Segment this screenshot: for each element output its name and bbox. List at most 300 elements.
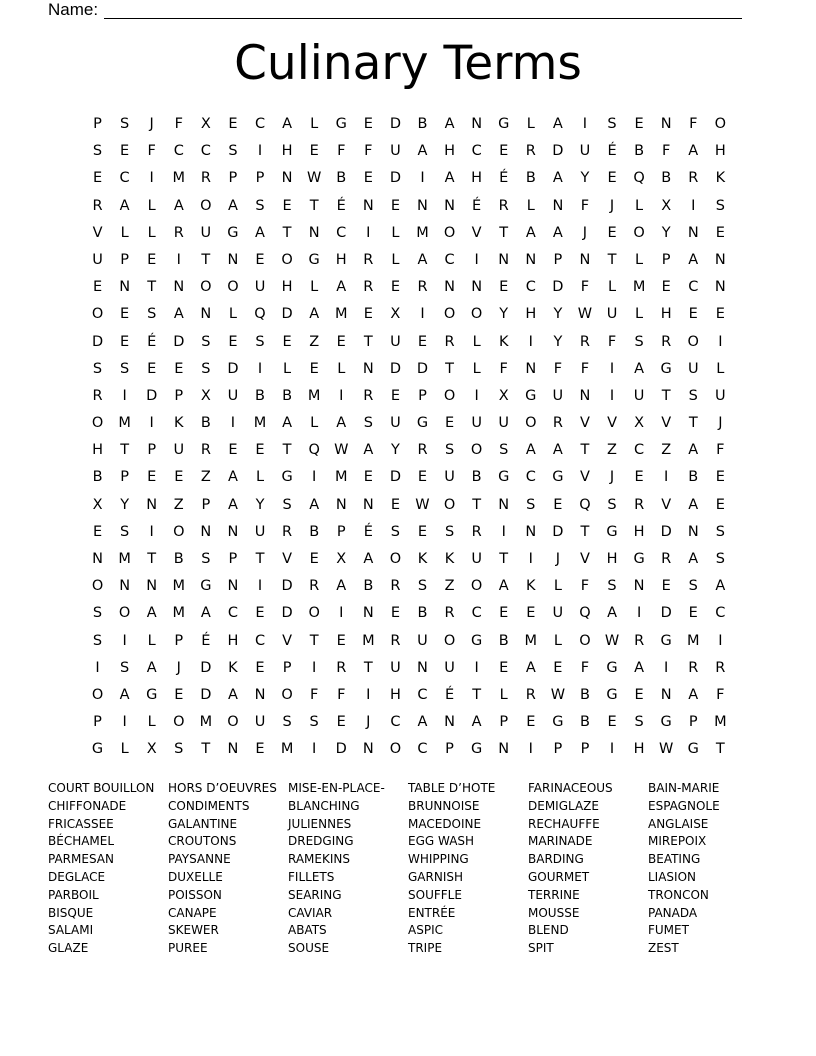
grid-cell[interactable]: E <box>526 605 536 622</box>
grid-cell[interactable]: I <box>257 143 263 160</box>
grid-cell[interactable]: Y <box>553 306 563 323</box>
grid-cell[interactable]: S <box>444 442 455 459</box>
grid-cell[interactable]: Z <box>200 469 211 486</box>
grid-cell[interactable]: I <box>122 387 127 404</box>
grid-cell[interactable]: C <box>525 279 536 296</box>
grid-cell[interactable]: I <box>664 469 669 486</box>
grid-cell[interactable]: S <box>174 741 184 758</box>
grid-cell[interactable]: E <box>309 360 319 377</box>
grid-cell[interactable]: U <box>390 143 401 160</box>
grid-cell[interactable]: D <box>389 469 401 486</box>
grid-cell[interactable]: N <box>471 279 483 296</box>
grid-cell[interactable]: O <box>443 496 456 513</box>
grid-cell[interactable]: S <box>92 360 103 377</box>
grid-cell[interactable]: S <box>228 143 238 160</box>
grid-cell[interactable]: T <box>201 741 211 758</box>
grid-cell[interactable]: U <box>444 659 455 676</box>
grid-cell[interactable]: N <box>687 523 699 540</box>
grid-cell[interactable]: M <box>687 632 700 649</box>
grid-cell[interactable]: P <box>445 741 454 758</box>
grid-cell[interactable]: P <box>228 170 238 187</box>
grid-cell[interactable]: E <box>174 686 184 703</box>
grid-cell[interactable]: E <box>147 360 157 377</box>
grid-cell[interactable]: E <box>363 469 373 486</box>
grid-cell[interactable]: Q <box>579 496 591 513</box>
grid-cell[interactable]: U <box>390 659 401 676</box>
grid-cell[interactable]: N <box>146 496 158 513</box>
grid-cell[interactable]: F <box>716 442 725 459</box>
grid-cell[interactable]: D <box>281 578 293 595</box>
grid-cell[interactable]: S <box>607 496 617 513</box>
grid-cell[interactable]: Z <box>309 333 320 350</box>
grid-cell[interactable]: F <box>364 143 373 160</box>
grid-cell[interactable]: M <box>118 551 131 567</box>
grid-cell[interactable]: D <box>227 360 239 377</box>
grid-cell[interactable]: A <box>688 143 699 160</box>
grid-cell[interactable]: E <box>607 714 617 731</box>
grid-cell[interactable]: D <box>552 143 564 160</box>
grid-cell[interactable]: E <box>688 306 698 323</box>
grid-cell[interactable]: H <box>281 279 293 296</box>
grid-cell[interactable]: I <box>230 415 236 432</box>
grid-cell[interactable]: O <box>227 714 239 731</box>
grid-cell[interactable]: T <box>255 551 265 567</box>
grid-cell[interactable]: N <box>173 279 185 296</box>
grid-cell[interactable]: Z <box>444 578 455 595</box>
grid-cell[interactable]: M <box>118 415 131 432</box>
grid-cell[interactable]: V <box>579 551 590 567</box>
grid-cell[interactable]: B <box>498 632 509 649</box>
grid-cell[interactable]: B <box>173 551 184 567</box>
grid-cell[interactable]: L <box>310 415 319 432</box>
grid-cell[interactable]: F <box>580 279 590 296</box>
grid-cell[interactable]: R <box>634 632 645 649</box>
grid-cell[interactable]: K <box>228 659 238 676</box>
grid-cell[interactable]: T <box>309 632 319 649</box>
grid-cell[interactable]: T <box>499 224 509 241</box>
grid-cell[interactable]: G <box>552 469 564 486</box>
grid-cell[interactable]: I <box>609 741 615 758</box>
grid-cell[interactable]: F <box>174 116 183 132</box>
grid-cell[interactable]: N <box>362 741 374 758</box>
grid-cell[interactable]: M <box>280 741 294 758</box>
grid-cell[interactable]: X <box>390 306 401 323</box>
grid-cell[interactable]: T <box>580 442 590 459</box>
grid-cell[interactable]: U <box>471 415 482 432</box>
grid-cell[interactable]: S <box>92 143 103 160</box>
grid-cell[interactable]: G <box>471 632 483 649</box>
grid-cell[interactable]: S <box>499 442 509 459</box>
grid-cell[interactable]: V <box>579 469 590 486</box>
grid-cell[interactable]: C <box>471 605 482 622</box>
grid-cell[interactable]: O <box>443 632 456 649</box>
grid-cell[interactable]: M <box>714 714 727 731</box>
grid-cell[interactable]: N <box>444 714 455 731</box>
grid-cell[interactable]: O <box>227 279 239 296</box>
grid-cell[interactable]: D <box>552 279 564 296</box>
grid-cell[interactable]: O <box>470 306 483 323</box>
grid-cell[interactable]: R <box>525 686 536 703</box>
grid-cell[interactable]: Q <box>633 170 645 187</box>
grid-cell[interactable]: Y <box>661 224 671 241</box>
grid-cell[interactable]: A <box>552 224 563 241</box>
grid-cell[interactable]: N <box>362 197 374 214</box>
grid-cell[interactable]: P <box>282 659 292 676</box>
grid-cell[interactable]: B <box>255 387 265 404</box>
grid-cell[interactable]: S <box>444 523 455 540</box>
grid-cell[interactable]: N <box>227 251 239 268</box>
grid-cell[interactable]: B <box>661 170 672 187</box>
grid-cell[interactable]: O <box>389 741 402 758</box>
grid-cell[interactable]: A <box>688 442 699 459</box>
grid-cell[interactable]: G <box>606 686 618 703</box>
grid-cell[interactable]: L <box>635 251 644 268</box>
grid-cell[interactable]: C <box>525 469 536 486</box>
grid-cell[interactable]: N <box>146 578 158 595</box>
grid-cell[interactable]: I <box>122 714 127 731</box>
grid-cell[interactable]: E <box>499 659 509 676</box>
grid-cell[interactable]: U <box>390 333 401 350</box>
grid-cell[interactable]: G <box>660 632 672 649</box>
grid-cell[interactable]: K <box>444 551 455 567</box>
grid-cell[interactable]: O <box>173 523 185 540</box>
grid-cell[interactable]: F <box>499 360 508 377</box>
grid-cell[interactable]: N <box>471 116 483 132</box>
grid-cell[interactable]: L <box>120 224 129 241</box>
grid-cell[interactable]: W <box>604 632 620 649</box>
grid-cell[interactable]: O <box>443 387 456 404</box>
grid-cell[interactable]: U <box>552 605 564 622</box>
grid-cell[interactable]: L <box>526 116 535 132</box>
grid-cell[interactable]: G <box>200 578 212 595</box>
grid-cell[interactable]: G <box>498 469 510 486</box>
grid-cell[interactable]: H <box>389 686 401 703</box>
grid-cell[interactable]: F <box>309 686 319 703</box>
grid-cell[interactable]: W <box>306 170 322 187</box>
grid-cell[interactable]: H <box>444 143 455 160</box>
grid-cell[interactable]: L <box>607 279 617 296</box>
grid-cell[interactable]: H <box>606 551 618 567</box>
grid-cell[interactable]: V <box>607 415 617 432</box>
grid-cell[interactable]: O <box>91 578 104 595</box>
grid-cell[interactable]: P <box>336 523 346 540</box>
grid-cell[interactable]: U <box>92 251 103 268</box>
grid-cell[interactable]: N <box>714 251 726 268</box>
grid-cell[interactable]: A <box>552 116 563 132</box>
grid-cell[interactable]: E <box>309 551 319 567</box>
grid-cell[interactable]: S <box>255 333 265 350</box>
grid-cell[interactable]: P <box>93 714 102 731</box>
grid-cell[interactable]: D <box>660 605 672 622</box>
grid-cell[interactable]: L <box>228 306 237 323</box>
grid-cell[interactable]: A <box>282 116 293 132</box>
grid-cell[interactable]: X <box>634 415 645 432</box>
grid-cell[interactable]: R <box>661 333 672 350</box>
grid-cell[interactable]: E <box>715 306 725 323</box>
grid-cell[interactable]: U <box>254 714 266 731</box>
grid-cell[interactable]: E <box>255 251 265 268</box>
grid-cell[interactable]: U <box>254 523 266 540</box>
grid-cell[interactable]: L <box>255 469 265 486</box>
grid-cell[interactable]: W <box>550 686 566 703</box>
grid-cell[interactable]: C <box>336 224 347 241</box>
grid-cell[interactable]: G <box>687 741 699 758</box>
grid-cell[interactable]: Q <box>579 605 591 622</box>
grid-cell[interactable]: G <box>91 741 104 758</box>
grid-cell[interactable]: N <box>119 578 131 595</box>
grid-cell[interactable]: E <box>417 469 428 486</box>
grid-cell[interactable]: A <box>227 496 238 513</box>
grid-cell[interactable]: R <box>444 605 455 622</box>
grid-cell[interactable]: P <box>201 496 211 513</box>
grid-cell[interactable]: R <box>444 333 455 350</box>
grid-cell[interactable]: I <box>257 360 263 377</box>
grid-cell[interactable]: N <box>552 197 564 214</box>
grid-cell[interactable]: L <box>391 224 400 241</box>
grid-cell[interactable]: H <box>335 251 347 268</box>
grid-cell[interactable]: R <box>173 224 184 241</box>
grid-cell[interactable]: J <box>609 197 615 214</box>
grid-cell[interactable]: Q <box>254 306 266 323</box>
grid-cell[interactable]: O <box>91 415 104 432</box>
grid-cell[interactable]: X <box>200 116 211 132</box>
grid-cell[interactable]: R <box>363 387 374 404</box>
grid-cell[interactable]: A <box>688 496 699 513</box>
grid-cell[interactable]: W <box>577 306 593 323</box>
grid-cell[interactable]: S <box>715 551 725 567</box>
grid-cell[interactable]: L <box>635 197 644 214</box>
grid-cell[interactable]: P <box>147 442 157 459</box>
grid-cell[interactable]: E <box>174 360 184 377</box>
grid-cell[interactable]: B <box>282 387 293 404</box>
grid-cell[interactable]: U <box>471 551 482 567</box>
grid-cell[interactable]: M <box>362 632 375 649</box>
grid-cell[interactable]: S <box>417 578 428 595</box>
grid-cell[interactable]: P <box>661 251 671 268</box>
grid-cell[interactable]: E <box>499 605 509 622</box>
grid-cell[interactable]: W <box>415 496 430 513</box>
grid-cell[interactable]: A <box>552 170 563 187</box>
grid-cell[interactable]: R <box>552 415 563 432</box>
grid-cell[interactable]: V <box>282 632 293 649</box>
grid-cell[interactable]: U <box>687 360 699 377</box>
grid-cell[interactable]: A <box>688 686 699 703</box>
grid-cell[interactable]: N <box>714 279 726 296</box>
grid-cell[interactable]: J <box>176 659 181 676</box>
grid-cell[interactable]: K <box>715 170 726 187</box>
grid-cell[interactable]: É <box>607 143 617 160</box>
grid-cell[interactable]: H <box>714 143 726 160</box>
grid-cell[interactable]: E <box>336 632 346 649</box>
grid-cell[interactable]: E <box>228 116 238 132</box>
grid-cell[interactable]: P <box>120 469 129 486</box>
grid-cell[interactable]: A <box>309 496 320 513</box>
grid-cell[interactable]: X <box>498 387 509 404</box>
grid-cell[interactable]: S <box>607 578 617 595</box>
grid-cell[interactable]: T <box>309 197 319 214</box>
grid-cell[interactable]: N <box>417 659 428 676</box>
grid-cell[interactable]: N <box>579 387 591 404</box>
grid-cell[interactable]: U <box>417 632 428 649</box>
grid-cell[interactable]: J <box>582 224 588 241</box>
grid-cell[interactable]: J <box>609 469 615 486</box>
grid-cell[interactable]: A <box>227 686 238 703</box>
grid-cell[interactable]: I <box>474 659 479 676</box>
grid-cell[interactable]: X <box>200 387 211 404</box>
grid-cell[interactable]: N <box>444 197 455 214</box>
grid-cell[interactable]: E <box>282 333 292 350</box>
grid-cell[interactable]: E <box>363 116 373 132</box>
grid-cell[interactable]: P <box>93 116 102 132</box>
grid-cell[interactable]: V <box>471 224 482 241</box>
grid-cell[interactable]: C <box>417 686 428 703</box>
grid-cell[interactable]: I <box>149 415 154 432</box>
grid-cell[interactable]: S <box>363 415 373 432</box>
grid-cell[interactable]: C <box>417 741 428 758</box>
grid-cell[interactable]: C <box>119 170 130 187</box>
grid-cell[interactable]: G <box>281 469 293 486</box>
grid-cell[interactable]: D <box>281 306 293 323</box>
grid-cell[interactable]: A <box>444 170 455 187</box>
grid-cell[interactable]: T <box>363 333 373 350</box>
grid-cell[interactable]: M <box>307 387 321 404</box>
grid-cell[interactable]: D <box>416 360 429 377</box>
grid-cell[interactable]: S <box>201 360 211 377</box>
grid-cell[interactable]: A <box>525 224 536 241</box>
grid-cell[interactable]: L <box>310 116 319 132</box>
grid-cell[interactable]: A <box>200 605 211 622</box>
grid-cell[interactable]: L <box>472 360 481 377</box>
grid-cell[interactable]: R <box>92 197 103 214</box>
grid-cell[interactable]: O <box>687 333 699 350</box>
grid-cell[interactable]: Z <box>661 442 672 459</box>
grid-cell[interactable]: B <box>363 578 374 595</box>
grid-cell[interactable]: E <box>715 224 725 241</box>
grid-cell[interactable]: U <box>200 224 212 241</box>
grid-cell[interactable]: R <box>715 659 726 676</box>
grid-cell[interactable]: E <box>255 741 265 758</box>
grid-cell[interactable]: I <box>718 632 723 649</box>
grid-cell[interactable]: S <box>120 116 130 132</box>
grid-cell[interactable]: T <box>147 279 157 296</box>
grid-cell[interactable]: A <box>146 659 157 676</box>
grid-cell[interactable]: M <box>334 469 348 486</box>
grid-cell[interactable]: G <box>308 251 320 268</box>
grid-cell[interactable]: Q <box>308 442 320 459</box>
grid-cell[interactable]: D <box>200 686 212 703</box>
grid-cell[interactable]: T <box>147 551 157 567</box>
grid-cell[interactable]: W <box>659 741 674 758</box>
grid-cell[interactable]: B <box>579 686 590 703</box>
grid-cell[interactable]: A <box>417 714 428 731</box>
grid-cell[interactable]: D <box>173 333 185 350</box>
grid-cell[interactable]: E <box>715 469 725 486</box>
grid-cell[interactable]: R <box>579 333 590 350</box>
grid-cell[interactable]: E <box>634 469 644 486</box>
grid-cell[interactable]: R <box>634 496 645 513</box>
grid-cell[interactable]: A <box>444 116 455 132</box>
grid-cell[interactable]: E <box>92 170 103 187</box>
grid-cell[interactable]: S <box>282 496 292 513</box>
grid-cell[interactable]: T <box>282 224 292 241</box>
grid-cell[interactable]: E <box>417 333 428 350</box>
grid-cell[interactable]: A <box>173 306 184 323</box>
grid-cell[interactable]: E <box>282 197 292 214</box>
grid-cell[interactable]: E <box>390 387 400 404</box>
grid-cell[interactable]: R <box>363 251 374 268</box>
grid-cell[interactable]: M <box>199 714 213 731</box>
grid-cell[interactable]: P <box>553 251 563 268</box>
grid-cell[interactable]: H <box>471 170 483 187</box>
grid-cell[interactable]: R <box>336 659 347 676</box>
grid-cell[interactable]: B <box>471 469 482 486</box>
grid-cell[interactable]: T <box>363 659 373 676</box>
grid-cell[interactable]: Z <box>173 496 184 513</box>
grid-cell[interactable]: P <box>418 387 427 404</box>
grid-cell[interactable]: S <box>715 197 725 214</box>
grid-cell[interactable]: O <box>633 224 645 241</box>
grid-cell[interactable]: I <box>420 306 425 323</box>
grid-cell[interactable]: S <box>607 116 617 132</box>
grid-cell[interactable]: U <box>552 387 564 404</box>
grid-cell[interactable]: S <box>120 523 130 540</box>
grid-cell[interactable]: B <box>579 714 590 731</box>
grid-cell[interactable]: A <box>309 306 320 323</box>
grid-cell[interactable]: F <box>716 686 725 703</box>
grid-cell[interactable]: A <box>634 659 645 676</box>
grid-cell[interactable]: L <box>337 360 346 377</box>
grid-cell[interactable]: H <box>92 442 103 459</box>
grid-cell[interactable]: L <box>499 686 508 703</box>
grid-cell[interactable]: R <box>471 523 482 540</box>
grid-cell[interactable]: N <box>417 197 428 214</box>
grid-cell[interactable]: T <box>499 551 509 567</box>
grid-cell[interactable]: L <box>147 632 156 649</box>
grid-cell[interactable]: N <box>362 496 374 513</box>
grid-cell[interactable]: R <box>390 632 401 649</box>
grid-cell[interactable]: I <box>339 387 344 404</box>
grid-cell[interactable]: É <box>499 170 509 187</box>
grid-cell[interactable]: M <box>632 279 646 296</box>
grid-cell[interactable]: F <box>580 578 590 595</box>
grid-cell[interactable]: K <box>417 551 428 567</box>
grid-cell[interactable]: R <box>525 143 536 160</box>
grid-cell[interactable]: I <box>691 197 696 214</box>
grid-cell[interactable]: B <box>92 469 103 486</box>
grid-cell[interactable]: R <box>688 659 699 676</box>
grid-cell[interactable]: I <box>718 333 723 350</box>
grid-cell[interactable]: S <box>526 496 536 513</box>
grid-cell[interactable]: S <box>309 714 319 731</box>
grid-cell[interactable]: U <box>227 387 239 404</box>
grid-cell[interactable]: E <box>120 306 130 323</box>
grid-cell[interactable]: I <box>257 578 263 595</box>
grid-cell[interactable]: T <box>580 523 590 540</box>
grid-cell[interactable]: E <box>607 170 617 187</box>
grid-cell[interactable]: I <box>366 686 371 703</box>
grid-cell[interactable]: T <box>607 251 617 268</box>
grid-cell[interactable]: B <box>417 605 428 622</box>
grid-cell[interactable]: É <box>201 632 211 649</box>
grid-cell[interactable]: I <box>366 224 371 241</box>
grid-cell[interactable]: M <box>524 632 538 649</box>
grid-cell[interactable]: T <box>472 496 482 513</box>
grid-cell[interactable]: I <box>609 387 615 404</box>
grid-cell[interactable]: G <box>416 415 429 432</box>
grid-cell[interactable]: U <box>390 415 401 432</box>
grid-cell[interactable]: S <box>282 714 292 731</box>
grid-cell[interactable]: R <box>282 523 293 540</box>
